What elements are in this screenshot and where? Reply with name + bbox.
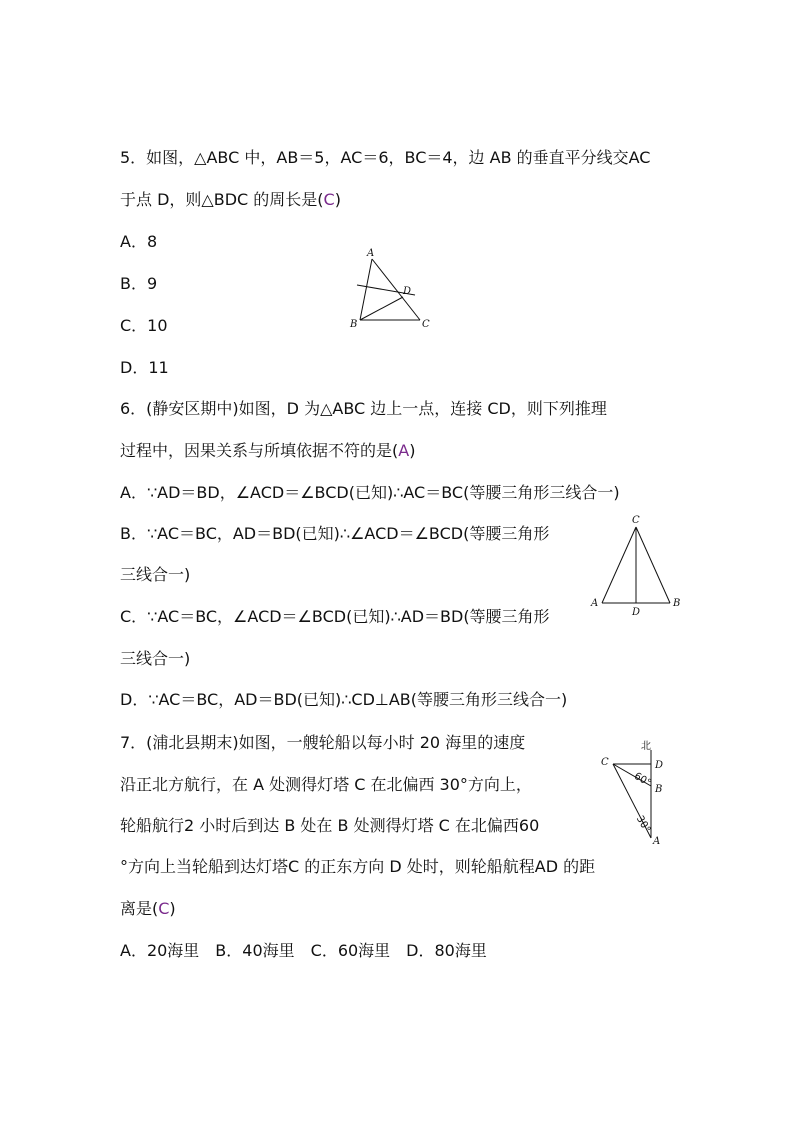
q7-stem-line3: 轮船航行2 小时后到达 B 处在 B 处测得灯塔 C 在北偏西60: [120, 816, 540, 835]
q5-option-a: A．8: [120, 232, 158, 251]
q6-stem-text: 过程中，因果关系与所填依据不符的是(: [120, 441, 399, 460]
q7-paren-close: ): [169, 899, 176, 918]
q5-option-c: C．10: [120, 316, 168, 335]
q7-stem-line5: [120, 897, 176, 921]
q6-side-cb: [636, 527, 670, 603]
q6-answer: A: [398, 441, 410, 460]
q5-label-b: B: [350, 319, 358, 330]
q5-label-d: D: [403, 286, 412, 297]
q5-side-ac: [372, 259, 420, 320]
q7-label-a: A: [653, 836, 661, 847]
q5-triangle-figure: [345, 245, 440, 335]
q6-label-a: A: [591, 598, 599, 609]
q6-label-b: B: [673, 598, 681, 609]
q5-label-c: C: [422, 319, 430, 330]
q5-segment-bd: [360, 297, 403, 320]
q6-stem-line1: 6．(静安区期中)如图，D 为△ABC 边上一点，连接 CD，则下列推理: [120, 399, 607, 418]
q7-label-b: B: [655, 784, 663, 795]
q6-label-c: C: [632, 515, 640, 526]
q7-stem-line2: 沿正北方航行，在 A 处测得灯塔 C 在北偏西 30°方向上，: [120, 775, 532, 794]
q5-answer: C: [323, 190, 335, 209]
q7-navigation-figure: [596, 738, 676, 848]
q7-stem-line1: 7．(浦北县期末)如图，一艘轮船以每小时 20 海里的速度: [120, 733, 526, 752]
q7-options: A．20海里 B．40海里 C．60海里 D．80海里: [120, 941, 487, 960]
q5-paren-close: ): [334, 190, 341, 209]
q5-label-a: A: [367, 248, 375, 259]
q5-stem-line1: 5．如图，△ABC 中，AB＝5，AC＝6，BC＝4，边 AB 的垂直平分线交AC: [120, 148, 651, 167]
q6-paren-close: ): [409, 441, 416, 460]
q6-option-a: A．∵AD＝BD，∠ACD＝∠BCD(已知)∴AC＝BC(等腰三角形三线合一): [120, 483, 620, 502]
q6-stem-line2: [120, 439, 415, 463]
q6-option-c-line1: C．∵AC＝BC，∠ACD＝∠BCD(已知)∴AD＝BD(等腰三角形: [120, 607, 550, 626]
q7-stem-text: 离是(: [120, 899, 159, 918]
q6-option-b-line2: 三线合一): [120, 565, 191, 584]
q7-label-d: D: [655, 760, 664, 771]
q6-triangle-figure: [590, 512, 690, 620]
q6-option-c-line2: 三线合一): [120, 649, 191, 668]
q7-label-north: 北: [641, 741, 651, 752]
q5-option-d: D．11: [120, 358, 169, 377]
q5-stem-text: 于点 D，则△BDC 的周长是(: [120, 190, 324, 209]
q6-side-ca: [602, 527, 636, 603]
q5-stem-line2: [120, 188, 341, 212]
q6-option-d: D．∵AC＝BC，AD＝BD(已知)∴CD⊥AB(等腰三角形三线合一): [120, 690, 568, 709]
q6-option-b-line1: B．∵AC＝BC，AD＝BD(已知)∴∠ACD＝∠BCD(等腰三角形: [120, 524, 550, 543]
q7-label-c: C: [601, 757, 609, 768]
q7-stem-line4: °方向上当轮船到达灯塔C 的正东方向 D 处时，则轮船航程AD 的距: [120, 857, 596, 876]
q6-label-d: D: [632, 607, 641, 618]
q7-answer: C: [158, 899, 170, 918]
q7-angle-30-label: 30°: [633, 814, 653, 835]
q5-side-ab: [360, 259, 372, 320]
q7-angle-60-label: 60°: [632, 770, 653, 790]
q5-option-b: B．9: [120, 274, 158, 293]
